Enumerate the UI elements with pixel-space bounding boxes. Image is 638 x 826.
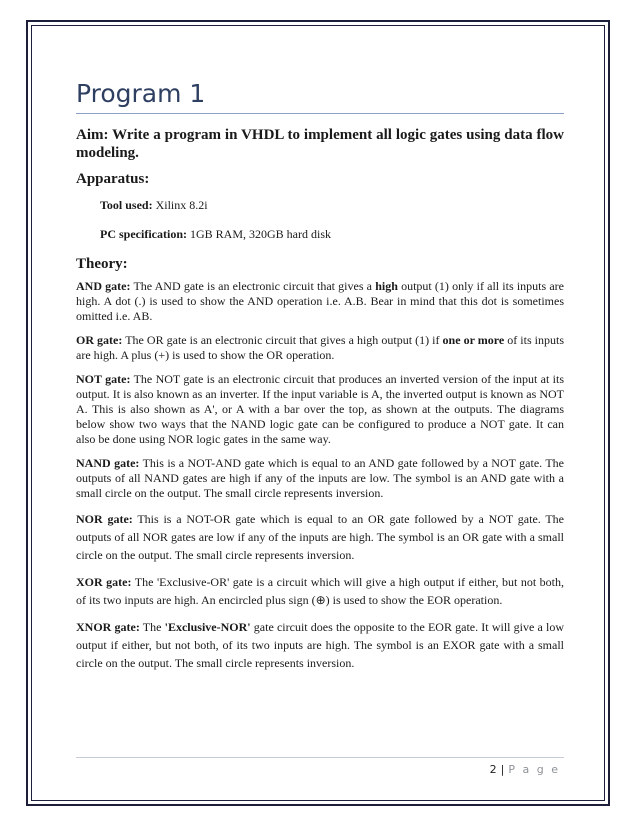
- or-gate-emphasis: one or more: [442, 333, 505, 347]
- nand-gate-label: NAND gate:: [76, 456, 140, 470]
- not-gate-label: NOT gate:: [76, 372, 131, 386]
- page-footer: [490, 763, 560, 776]
- xnor-gate-text-2: gate circuit does the opposite to the EOR gate. It will give a low output if either, but not both, of its two inputs are high. The symbol is an EXOR gate with a small circle on the output. The small circle represents inversion.: [76, 620, 564, 670]
- page-word: P a g e: [508, 763, 560, 776]
- not-gate-paragraph: [76, 372, 564, 447]
- aim-text: Aim: Write a program in VHDL to implement all logic gates using data flow modeling.: [76, 127, 564, 161]
- or-gate-text-2: of its inputs are high. A plus (+) is used to show the OR operation.: [76, 333, 565, 362]
- page-title: Program 1: [76, 78, 564, 114]
- and-gate-label: AND gate:: [76, 279, 131, 293]
- or-gate-label: OR gate:: [76, 333, 123, 347]
- footer-divider: [76, 757, 564, 758]
- nor-gate-text: This is a NOT-OR gate which is equal to an OR gate followed by a NOT gate. The outputs of all NOR gates are low if any of the inputs are high. The symbol is an OR gate with a small circle on the output. The small circle represents inversion.: [76, 512, 565, 562]
- tool-used-line: [100, 198, 564, 212]
- xnor-gate-paragraph: [76, 618, 564, 672]
- tool-used-label: Tool used:: [100, 198, 153, 212]
- page-number: 2: [489, 763, 497, 776]
- xor-gate-label: XOR gate:: [76, 575, 132, 589]
- or-gate-text-1: The OR gate is an electronic circuit that gives a high output (1) if: [122, 333, 443, 347]
- document-body: [76, 78, 564, 681]
- xnor-gate-label: XNOR gate:: [76, 620, 140, 634]
- and-gate-text-2: output (1) only if all its inputs are high. A dot (.) is used to show the AND operation i.e. A.B. Bear in mind that this dot is sometimes omitted i.e. AB.: [76, 279, 564, 323]
- nand-gate-text: This is a NOT-AND gate which is equal to an AND gate followed by a NOT gate. The outputs of all NAND gates are high if any of the inputs are low. The symbol is an AND gate with a small circle on the output. The small circle represents inversion.: [76, 456, 565, 500]
- theory-heading: Theory:: [76, 256, 128, 272]
- nor-gate-label: NOR gate:: [76, 512, 133, 526]
- pc-spec-line: [100, 227, 564, 241]
- nor-gate-paragraph: [76, 510, 564, 564]
- xor-gate-paragraph: [76, 573, 564, 609]
- tool-used-value: Xilinx 8.2i: [152, 198, 208, 212]
- pc-spec-label: PC specification:: [100, 227, 187, 241]
- and-gate-paragraph: [76, 279, 564, 324]
- xor-gate-text: The 'Exclusive-OR' gate is a circuit which will give a high output if either, but not both, of its two inputs are high. An encircled plus sign (⊕) is used to show the EOR operation.: [76, 575, 564, 607]
- and-gate-text-1: The AND gate is an electronic circuit that gives a: [130, 279, 376, 293]
- not-gate-text: The NOT gate is an electronic circuit that produces an inverted version of the input at its output. It is also known as an inverter. If the input variable is A, the inverted output is known as NOT A. This is also shown as A', or A with a bar over the top, as shown at the outputs. The diagrams below show two ways that the NAND logic gate can be configured to produce a NOT gate. It can also be done using NOR logic gates in the same way.: [76, 372, 564, 446]
- or-gate-paragraph: [76, 333, 564, 363]
- xnor-gate-text-1: The: [139, 620, 165, 634]
- nand-gate-paragraph: [76, 456, 564, 501]
- xnor-gate-emphasis: 'Exclusive-NOR': [164, 620, 251, 634]
- footer-separator: |: [500, 763, 505, 776]
- apparatus-heading: Apparatus:: [76, 171, 150, 187]
- and-gate-emphasis: high: [375, 279, 398, 293]
- pc-spec-value: 1GB RAM, 320GB hard disk: [186, 227, 331, 241]
